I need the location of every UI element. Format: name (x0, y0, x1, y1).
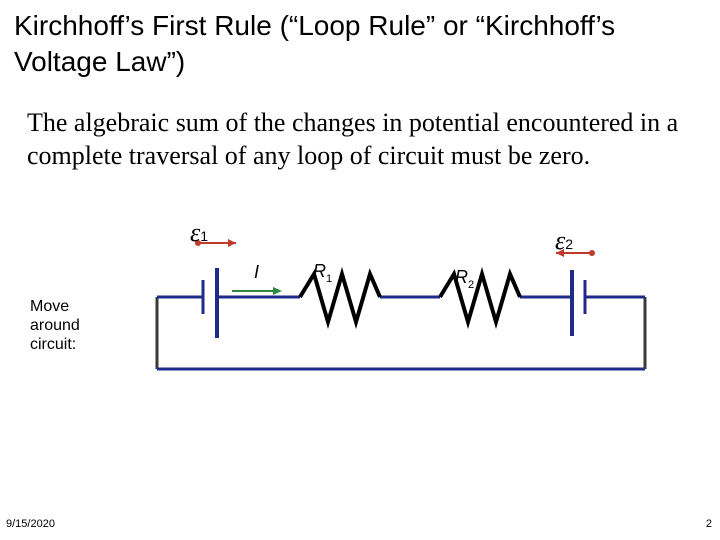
emf2-label: ε2 (555, 226, 574, 255)
resistor-r1 (300, 274, 380, 322)
current-arrow (232, 287, 282, 295)
r1-label: $R_1$ (313, 261, 333, 285)
current-label: I (254, 262, 260, 282)
battery-emf2 (572, 270, 585, 336)
battery-emf1 (203, 268, 217, 338)
slide-page-number: 2 (705, 518, 712, 530)
r2-label: $R_2$ (455, 267, 475, 291)
resistor-r2 (440, 274, 520, 322)
loop-rule-statement: The algebraic sum of the changes in potential encountered in a complete traversal of any loop of circuit must be zero. (27, 108, 679, 170)
slide-date: 9/15/2020 (6, 518, 55, 530)
emf1-label: ε1 (190, 218, 209, 247)
move-around-circuit-label: Move around circuit: (30, 298, 80, 353)
slide-title: Kirchhoff’s First Rule (“Loop Rule” or “Kirchhoff’s Voltage Law”) (14, 10, 616, 77)
